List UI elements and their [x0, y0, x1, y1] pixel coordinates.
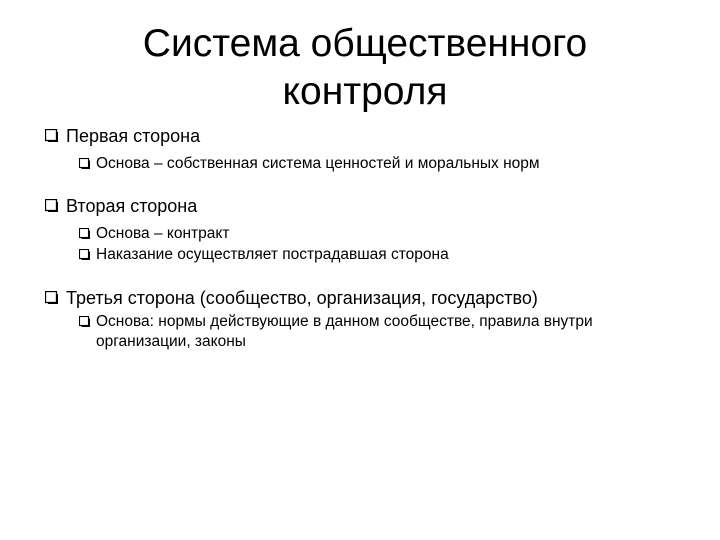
square-bullet-icon	[79, 249, 90, 260]
list-subitem	[79, 245, 695, 265]
square-bullet-icon	[79, 316, 90, 327]
list-group-third-party	[45, 286, 695, 352]
list-subitem	[79, 224, 695, 244]
list-subitem	[79, 154, 695, 174]
list-item-label: Третья сторона (сообщество, организация, государство)	[66, 288, 538, 308]
list-subitem-label: Наказание осуществляет пострадавшая сторона	[96, 246, 449, 263]
list-subitem-label: Основа – контракт	[96, 225, 230, 242]
list-subitem-label: Основа: нормы действующие в данном сообществе, правила внутри организации, законы	[96, 313, 593, 350]
square-bullet-icon	[45, 199, 58, 212]
list-group-first-party	[45, 124, 695, 174]
bullet-list	[45, 124, 695, 352]
list-item-label: Вторая сторона	[66, 196, 198, 216]
list-item-label: Первая сторона	[66, 126, 201, 146]
square-bullet-icon	[79, 228, 90, 239]
list-subitem-label: Основа – собственная система ценностей и моральных норм	[96, 155, 540, 172]
slide-title: Система общественного контроля	[142, 22, 588, 113]
square-bullet-icon	[45, 129, 58, 142]
list-item	[45, 194, 695, 218]
square-bullet-icon	[45, 291, 58, 304]
list-item	[45, 124, 695, 148]
list-subitem	[79, 312, 695, 352]
list-group-second-party	[45, 194, 695, 265]
square-bullet-icon	[79, 158, 90, 169]
list-item	[45, 286, 695, 310]
